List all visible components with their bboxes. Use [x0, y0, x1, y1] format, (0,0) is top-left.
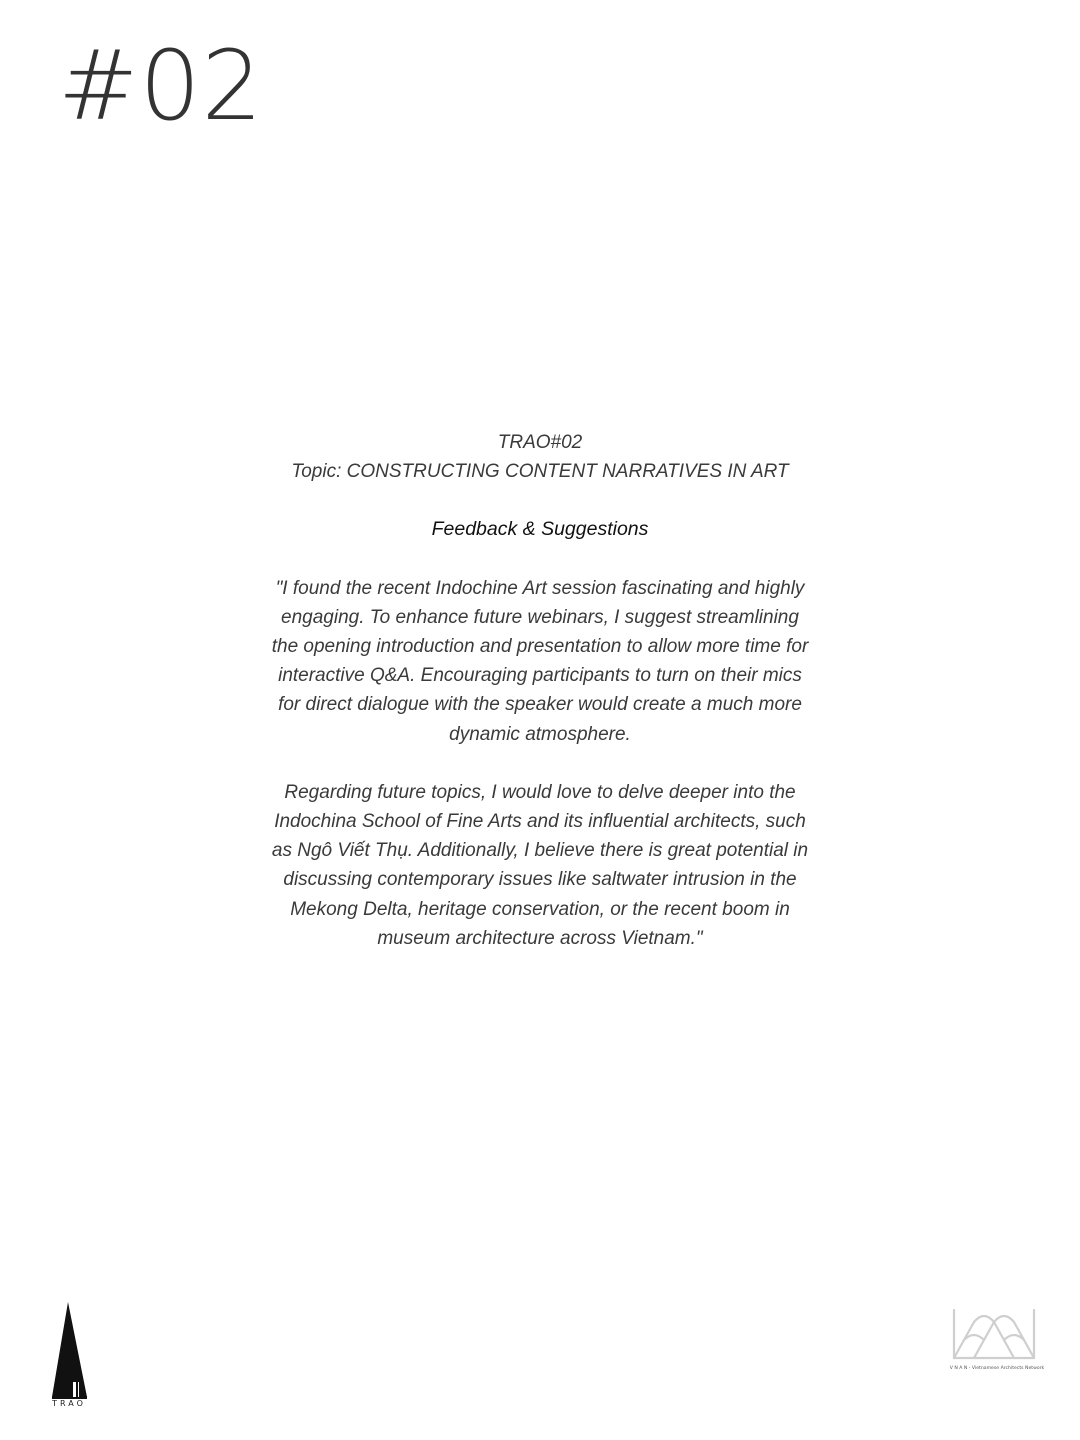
- feedback-content: [240, 428, 840, 953]
- trao-logo-label: TRAO: [52, 1399, 86, 1408]
- section-title: Feedback & Suggestions: [431, 518, 649, 541]
- vnan-caption: V N A N - Vietnamese Architects Network: [949, 1366, 1045, 1371]
- issue-number: #02: [58, 30, 264, 142]
- trao-logo-icon: [48, 1302, 92, 1412]
- vnan-logo-icon: [950, 1308, 1038, 1362]
- event-name: TRAO#02: [497, 432, 583, 453]
- event-topic: Topic: CONSTRUCTING CONTENT NARRATIVES IN ART: [291, 461, 789, 483]
- event-header: [240, 428, 840, 486]
- quote-paragraph: "I found the recent Indochine Art session fascinating and highly engaging. To enhance future webinars, I suggest streamlining the opening introduction and presentation to allow more time for interactive Q&A. Encouraging participants to turn on their mics for direct dialogue with the speaker would create a much more dynamic atmosphere.: [271, 577, 809, 745]
- quote-paragraph: Regarding future topics, I would love to delve deeper into the Indochina School of Fine Arts and its influential architects, such as Ngô Viết Thụ. Additionally, I believe there is great potential in discussing contemporary issues like saltwater intrusion in the Mekong Delta, heritage conservation, or the recent boom in museum architecture across Vietnam.": [271, 781, 809, 949]
